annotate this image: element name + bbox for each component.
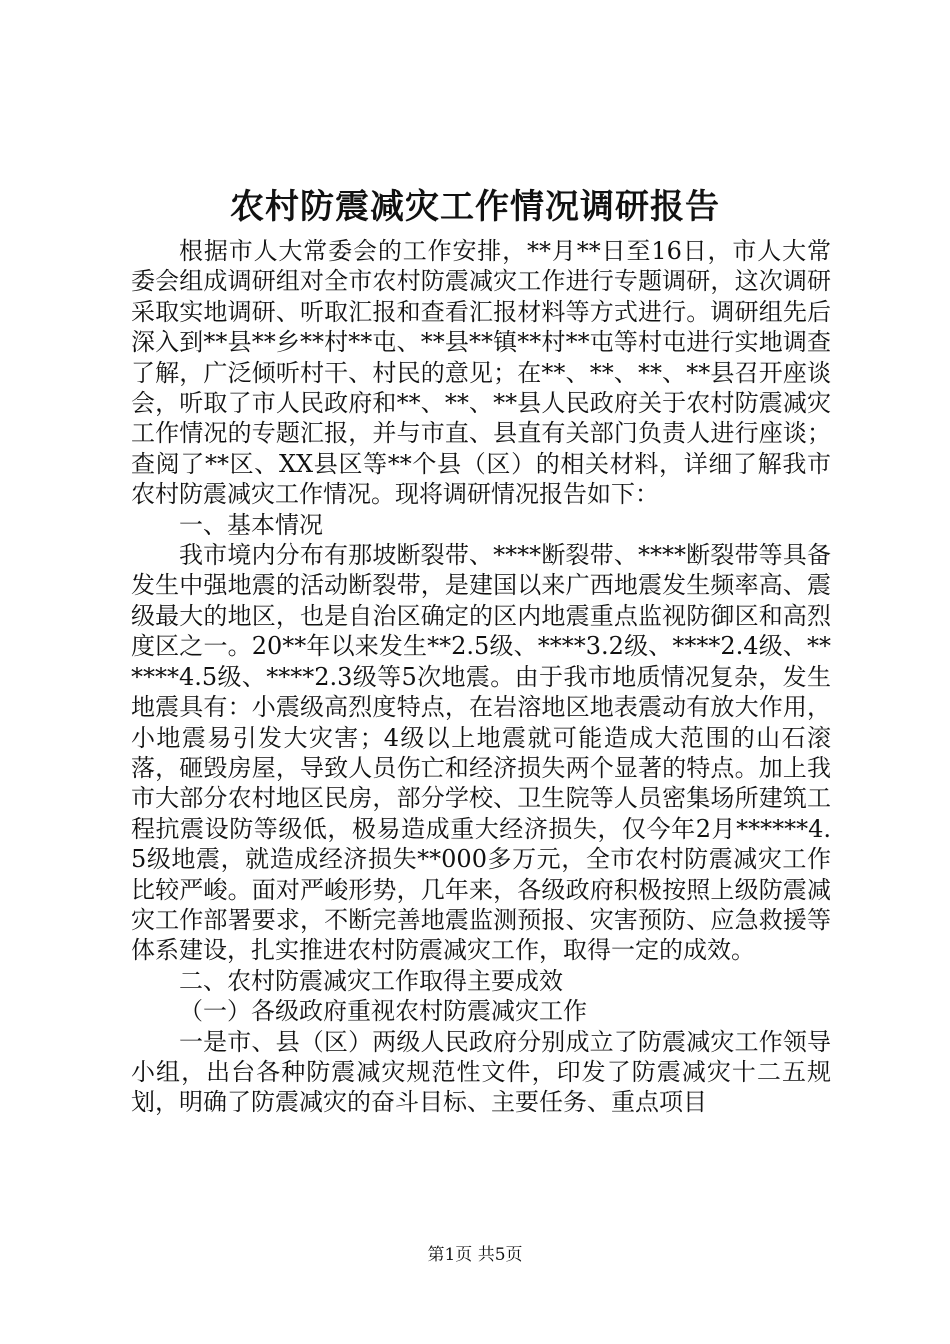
page-number-footer: 第1页 共5页 [427,1245,523,1265]
paragraph-basic-situation: 我市境内分布有那坡断裂带、****断裂带、****断裂带等具备发生中强地震的活动断裂带，是建国以来广西地震发生频率高、震级最大的地区，也是自治区确定的区内地震重点监视防御区和高烈度区之一。20**年以来发生**2.5级、****3.2级、****2.4级、******4.5级、****2.3级等5次地震。由于我市地质情况复杂，发生地震具有：小震级高烈度特点，在岩溶地区地表震动有放大作用，小地震易引发大灾害；4级以上地震就可能造成大范围的山石滚落，砸毁房屋，导致人员伤亡和经济损失两个显著的特点。加上我市大部分农村地区民房，部分学校、卫生院等人员密集场所建筑工程抗震设防等级低，极易造成重大经济损失，仅今年2月******4.5级地震，就造成经济损失**000多万元，全市农村防震减灾工作比较严峻。面对严峻形势，几年来，各级政府积极按照上级防震减灾工作部署要求，不断完善地震监测预报、灾害预防、应急救援等体系建设，扎实推进农村防震减灾工作，取得一定的成效。 [131,541,831,965]
document-title: 农村防震减灾工作情况调研报告 [230,187,720,227]
subsection-heading-government: （一）各级政府重视农村防震减灾工作 [179,997,587,1026]
paragraph-intro: 根据市人大常委会的工作安排，**月**日至16日，市人大常委会组成调研组对全市农村防震减灾工作进行专题调研，这次调研采取实地调研、听取汇报和查看汇报材料等方式进行。调研组先后深入到**县**乡**村**屯、**县**镇**村**屯等村屯进行实地调查了解，广泛倾听村干、村民的意见；在**、**、**、**县召开座谈会，听取了市人民政府和**、**、**县人民政府关于农村防震减灾工作情况的专题汇报，并与市直、县直有关部门负责人进行座谈；查阅了**区、XX县区等**个县（区）的相关材料，详细了解我市农村防震减灾工作情况。现将调研情况报告如下： [131,237,831,509]
paragraph-government: 一是市、县（区）两级人民政府分别成立了防震减灾工作领导小组，出台各种防震减灾规范性文件，印发了防震减灾十二五规划，明确了防震减灾的奋斗目标、主要任务、重点项目 [131,1027,831,1117]
document-body [131,236,831,1118]
section-heading-basic-situation: 一、基本情况 [179,510,323,539]
section-heading-achievements: 二、农村防震减灾工作取得主要成效 [179,966,563,995]
